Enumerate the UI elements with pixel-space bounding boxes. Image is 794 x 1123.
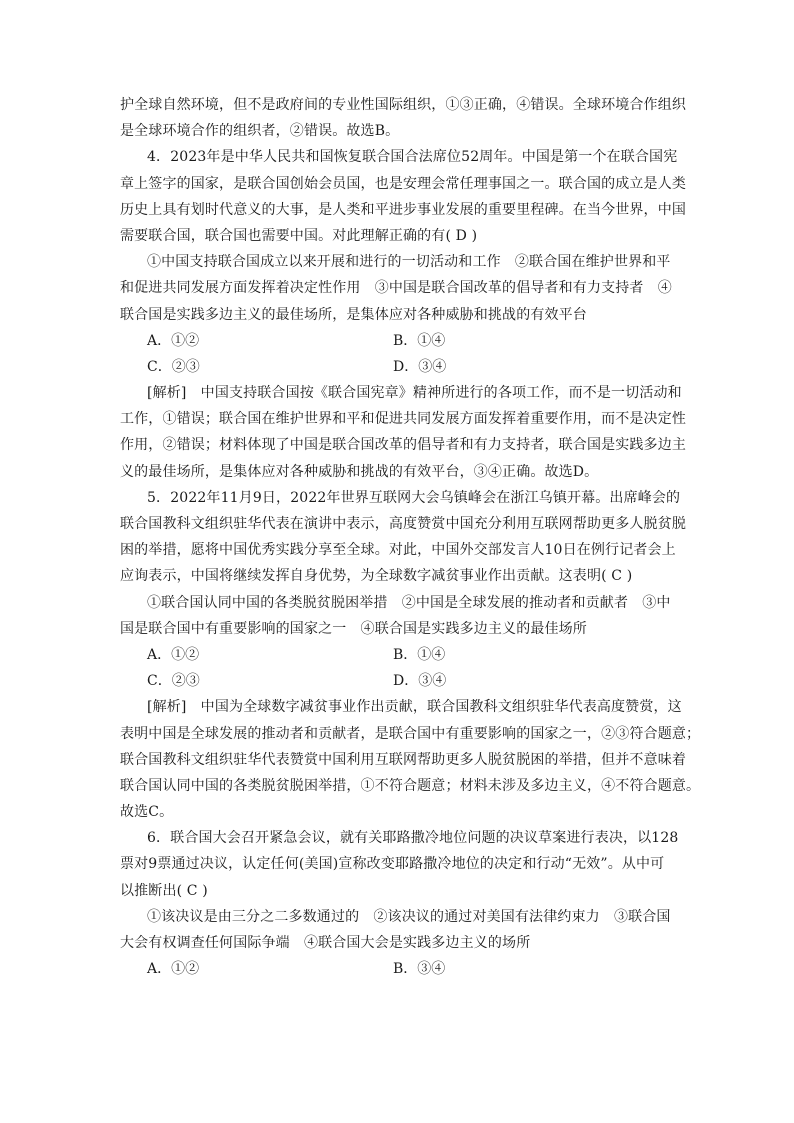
q4-stem-line: 历史上具有划时代意义的大事，是人类和平进步事业发展的重要里程碑。在当今世界，中国 <box>120 201 686 218</box>
q5-analysis-line: 联合国教科文组织驻华代表赞赏中国利用互联网帮助更多人脱贫脱困的举措，但并不意味着 <box>120 751 686 768</box>
intro-line: 护全球自然环境，但不是政府间的专业性国际组织，①③正确，④错误。全球环境合作组织 <box>120 97 686 113</box>
q5-analysis-line: 表明中国是全球发展的推动者和贡献者，是联合国中有重要影响的国家之一，②③符合题意； <box>120 725 701 742</box>
q5-analysis-line: 联合国认同中国的各类脱贫脱困举措，①不符合题意；材料未涉及多边主义，④不符合题意。 <box>120 777 701 794</box>
q5-options-row-2 <box>120 668 672 694</box>
q5-option-d: D．③④ <box>393 673 447 690</box>
q5-option-b: B．①④ <box>393 646 446 663</box>
q4-statement-line: 联合国是实践多边主义的最佳场所，是集体应对各种威胁和挑战的有效平台 <box>120 306 587 323</box>
q4-stem-line: 需要联合国，联合国也需要中国。对此理解正确的有( D ) <box>120 227 478 244</box>
q6-option-a: A．①② <box>147 961 200 978</box>
q4-statement-line: ①中国支持联合国成立以来开展和进行的一切活动和工作 ②联合国在维护世界和平 <box>147 254 671 271</box>
q6-options-row-1 <box>120 956 672 982</box>
q4-option-b: B．①④ <box>393 332 446 349</box>
q5-statement-line: ①联合国认同中国的各类脱贫脱困举措 ②中国是全球发展的推动者和贡献者 ③中 <box>147 594 671 611</box>
q6-stem-line: 以推断出( C ) <box>120 882 208 899</box>
q5-stem-line: 联合国教科文组织驻华代表在演讲中表示，高度赞赏中国充分利用互联网帮助更多人脱贫脱 <box>120 516 686 532</box>
q5-statement-line: 国是联合国中有重要影响的国家之一 ④联合国是实践多边主义的最佳场所 <box>120 620 587 637</box>
document-page <box>120 92 701 982</box>
q6-statement-line: 大会有权调查任何国际争端 ④联合国大会是实践多边主义的场所 <box>120 935 531 951</box>
q6-stem-line: 6．联合国大会召开紧急会议，就有关耶路撒冷地位问题的决议草案进行表决，以128 <box>147 830 679 847</box>
q6-statement-line: ①该决议是由三分之二多数通过的 ②该决议的通过对美国有法律约束力 ③联合国 <box>147 908 671 925</box>
q5-stem-line: 应询表示，中国将继续发挥自身优势，为全球数字减贫事业作出贡献。这表明( C ) <box>120 568 633 585</box>
q4-option-c: C．②③ <box>147 358 200 375</box>
q4-analysis-line: 义的最佳场所，是集体应对各种威胁和挑战的有效平台，③④正确。故选D。 <box>120 463 599 480</box>
q5-stem-line: 5．2022年11月9日，2022年世界互联网大会乌镇峰会在浙江乌镇开幕。出席峰会的 <box>147 489 681 506</box>
q4-statement-line: 和促进共同发展方面发挥着决定性作用 ③中国是联合国改革的倡导者和有力支持者 ④ <box>120 280 672 297</box>
q5-option-a: A．①② <box>147 646 200 663</box>
q4-options-row-2 <box>120 354 672 380</box>
q5-analysis-line: 故选C。 <box>120 804 174 821</box>
q6-option-b: B．③④ <box>393 961 446 978</box>
q5-option-c: C．②③ <box>147 673 200 690</box>
q4-analysis-line: 作用，②错误；材料体现了中国是联合国改革的倡导者和有力支持者，联合国是实践多边主 <box>120 437 686 454</box>
q6-stem-line: 票对9票通过决议，认定任何(美国)宣称改变耶路撒冷地位的决定和行动“无效”。从中可 <box>120 856 665 873</box>
q5-options-row-1 <box>120 642 672 668</box>
q4-option-a: A．①② <box>147 332 200 349</box>
q4-option-d: D．③④ <box>393 358 447 375</box>
q4-options-row-1 <box>120 328 672 354</box>
q5-analysis-line: [解析] 中国为全球数字减贫事业作出贡献，联合国教科文组织驻华代表高度赞赏，这 <box>147 699 682 716</box>
q4-stem-line: 4．2023年是中华人民共和国恢复联合国合法席位52周年。中国是第一个在联合国宪 <box>147 149 678 166</box>
q4-stem-line: 章上签字的国家，是联合国创始会员国，也是安理会常任理事国之一。联合国的成立是人类 <box>120 175 686 192</box>
q4-analysis-line: 工作，①错误；联合国在维护世界和平和促进共同发展方面发挥着重要作用，而不是决定性 <box>120 411 686 428</box>
q4-analysis-line: [解析] 中国支持联合国按《联合国宪章》精神所进行的各项工作，而不是一切活动和 <box>147 385 682 402</box>
intro-line: 是全球环境合作的组织者，②错误。故选B。 <box>120 123 400 140</box>
q5-stem-line: 困的举措，愿将中国优秀实践分享至全球。对此，中国外交部发言人10日在例行记者会上 <box>120 542 676 559</box>
